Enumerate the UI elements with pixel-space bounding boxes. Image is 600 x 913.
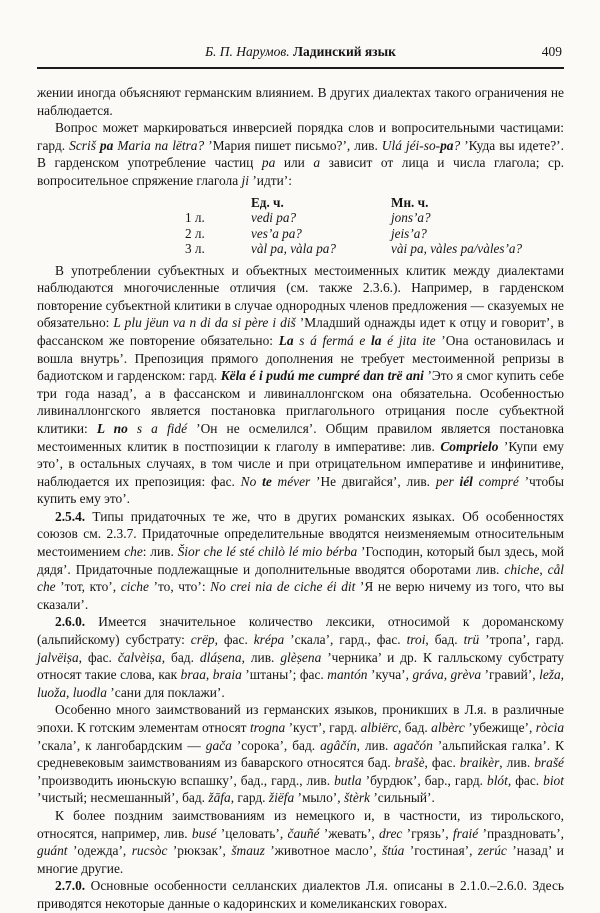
paragraph [37,84,564,119]
text-run: ’сани для поклажи’. [106,684,225,700]
paragraph [37,262,564,508]
text-run: ciche [120,579,149,595]
text-run: crëp [190,632,215,648]
text-run: rucsòc [131,843,168,859]
text-run: ’Она остановилась и вошла внутрь’. Препозиция прямого дополнения не требует местоименной репризы в бадиотском и гарденском: гард. [37,332,564,384]
text-run: ’мыло’, [294,790,344,806]
text-run: ’то, что’: [148,579,211,595]
body-after-table [37,262,564,913]
text-run: per [435,473,460,489]
table-cell-plural: vài pa, vàles pa/vàles’a? [391,241,523,257]
text-run: , бад. [425,632,464,648]
text-run: compré [472,473,519,489]
text-run: ’куча’, [367,667,413,683]
table-row [185,241,564,257]
text-run: ’Я не верю ничему из того, что вы сказали’. [37,579,564,612]
table-cell-person: 2 л. [185,225,205,241]
text-run: ’чистый; несмешанный’, бад. [37,790,209,806]
text-run: , фас. [78,649,118,665]
text-run: Типы придаточных те же, что в других романских языках. Об особенностях союзов см. 2.3.7. Придаточные определительные вводятся неизменяемым относительным местоимением [37,508,564,560]
text-run: leža, luoža, luodla [37,667,565,700]
text-run: , бад. [161,649,200,665]
text-run: trogna [249,720,286,735]
text-run: В употреблении субъектных и объектных местоименных клитик между диалектами наблюдаются многочисленные отличия (см. также 2.3.6.). Например, в гарденском повторение субъектной клитики в случае однородных членов предложения — сказуемых не обязательно: [37,262,564,331]
table-cell-singular: vàl pa, vàla pa? [251,241,336,257]
text-run: trü [463,632,480,648]
text-run: ’альпийская галка’. К средневековым заимствованиям из баварского относятся бад. [37,737,565,771]
text-run: ’Мария пишет письмо?’, лив. [204,137,382,153]
text-run: , фас. [507,772,544,788]
text-run: Особенно много заимствований из германских языков, проникших в Л.я. в различные эпохи. К готским элементам относят [37,702,564,735]
header-title: Ладинский язык [292,44,396,59]
text-run: ’скала’, к лангобардским — [37,737,206,753]
text-run: , лив. [356,737,394,753]
text-run: ’Не двигайся’, лив. [310,473,436,489]
text-run: Имеется значительное количество лексики, относимой к дороманскому (альпийскому) субстрату: [37,614,564,648]
text-run: krépa [253,632,285,648]
text-run: , лив. [241,649,281,665]
table-row [185,226,564,242]
text-run: жении иногда объясняют германским влиянием. В других диалектах такого ограничения не наблюдается. [37,85,564,118]
text-run: Основные особенности селланских диалектов Л.я. описаны в 2.1.0.–2.6.0. Здесь приводятся некоторые данные о кадоринских и комеликанских говорах. [37,878,564,911]
text-run: busé [191,825,217,841]
conjugation-table [185,195,564,257]
text-run: dláṣena [199,649,242,665]
text-run: Šior che lé sté chilò lé mio bérba [177,544,358,560]
text-run: ’идти’: [248,172,292,188]
paragraph [37,877,564,912]
text-run: ’чтобы купить ему это’. [37,473,564,507]
text-run: cål che [37,561,565,595]
text-run: fraié [452,825,479,841]
text-run: 2.6.0. [55,614,86,630]
text-run: s á fermá e [293,332,371,348]
text-run: ’убежище’, [464,720,536,735]
text-run: ’целовать’, [216,825,288,841]
text-run: No [240,473,263,489]
text-run: , лив. [499,755,535,771]
text-run: pa [261,155,276,171]
body-before-table [37,84,564,190]
text-run: ròcia [535,720,565,735]
page-number: 409 [541,44,562,59]
table-cell-plural: jeis’a? [391,225,427,241]
text-run: glèṣena [280,649,322,665]
text-run: ’сорока’, бад. [231,737,321,753]
text-run: ’одежда’, [67,843,132,859]
text-run: Comprielo [440,438,499,454]
text-run: ’Куда вы идете?’. В гарденском употребление частиц [37,137,564,171]
text-run: brašé [534,755,564,771]
text-run: ’гостиная’, [404,843,478,859]
table-header-singular: Ед. ч. [251,194,284,210]
text-run: pa [440,137,454,153]
text-run: braa, braia [180,667,242,683]
text-run: agâčín [320,737,357,753]
table-cell-singular: vedi pa? [251,210,297,226]
text-run: ’рюкзак’, [167,843,232,859]
text-run: ’производить июньскую вспашку’, бад., гард., лив. [37,772,335,788]
text-run: jalvëiṣa [37,649,79,665]
text-run: Ulá jéi-so- [381,137,441,153]
text-run: s a fidé [127,420,188,436]
text-run: ’гравий’, [481,667,540,683]
table-header-row [185,195,564,211]
paragraph [37,508,564,614]
text-run: šmauz [231,843,265,859]
table-row [185,210,564,226]
text-run: te [262,473,272,489]
text-run: žiëfa [268,790,295,806]
table-cell-person: 1 л. [185,210,205,226]
text-run: Këla é i pudú me cumpré dan trë ani [220,368,424,384]
text-run: No crei nia de ciche éi dit [210,579,356,595]
text-run: 2.5.4. [55,508,86,524]
text-run: štèrk [343,790,370,806]
table-cell-person: 3 л. [185,241,205,257]
text-run: ’бурдюк’, бар., гард. [361,772,488,788]
text-run: ? [453,137,461,153]
text-run: или [275,155,314,171]
text-run: čauñé [287,825,320,841]
text-run: , бад. [398,720,432,735]
table-cell-plural: jons’a? [391,210,431,226]
text-run: ’Он не осмелился’. Общим правилом является постановка местоименных клитик в постпозиции к глаголу в императиве: лив. [37,420,564,454]
text-run: Maria na lëtra? [113,137,205,153]
text-run: é jita ite [381,332,436,348]
header-author: Б. П. Нарумов. [205,44,290,59]
text-run: ’грязь’, [402,825,453,841]
text-run: , фас. [424,755,460,771]
text-run: pa [99,137,114,153]
text-run: , [539,561,548,577]
text-run: , фас. [214,632,254,648]
text-run: : лив. [142,544,178,560]
paragraph [37,701,564,807]
text-run: La [278,332,294,348]
text-run: mantón [327,667,368,683]
text-run: čalvèiṣa [117,649,162,665]
paragraph [37,807,564,877]
paragraph [37,613,564,701]
text-run: žāfa [208,790,231,806]
text-run: zerúc [477,843,507,859]
text-run: chiche [504,561,540,577]
text-run: butla [334,772,362,788]
text-run: gača [205,737,232,753]
text-run: ’Это я смог купить себе три года назад’, а в фассанском и ливиналлонгском она обязательна. Особенностью ливиналлонгского является постановка приглагольного отрицания после субъектной клитики: [37,368,564,436]
body-text [37,84,564,913]
paragraph [37,119,564,189]
text-run: brašè [394,755,425,771]
table-header-person [185,195,251,211]
text-run: agačón [393,737,433,753]
running-head [37,44,564,67]
text-run: la [371,332,382,348]
text-run: blót [487,772,508,788]
text-run: ’животное масло’, [264,843,382,859]
table-header-plural: Мн. ч. [391,194,429,210]
text-run: drec [379,825,403,841]
text-run: ’тот, кто’, [55,579,121,595]
text-run: troi [406,632,426,648]
text-run: Вопрос может маркироваться инверсией порядка слов и вопросительными частицами: гард. [37,120,564,153]
text-run: ’скала’, гард., фас. [284,632,407,648]
text-run: albèrc [431,720,465,735]
text-run: ’назад’ и многие другие. [37,843,564,876]
text-run: che [124,544,143,560]
text-run: ’тропа’, гард. [479,632,564,648]
text-run: ’сильный’. [370,790,435,806]
text-run: L no [96,420,128,436]
text-run: biot [543,772,564,788]
text-run: Scriš [69,137,100,153]
text-run: L plu jëun va n di da si père i diš [113,315,296,331]
text-run: guánt [37,843,68,859]
text-run: зависит от лица и числа глагола; ср. вопросительное спряжение глагола [37,155,564,188]
text-run: ’черника’ и др. К галльскому субстрату относят такие слова, как [37,649,564,683]
text-run: ’штаны’; фас. [241,667,328,683]
text-run: albiërc [360,720,399,735]
text-run: ’Господин, который был здесь, мой дядя’. Придаточные подлежащные и дополнительные вводятся оборотами лив. [37,544,564,577]
text-run: ’Купи ему это’, в остальных случаях, в том числе и при отрицательном императиве и инфинитиве, наблюдается их препозиция: фас. [37,438,564,489]
text-run: ’Младший однажды идет к отцу и говорит’, в фассанском же повторение обязательно: [37,315,565,348]
text-run: štúa [381,843,405,859]
table-cell-singular: ves’a pa? [251,225,302,241]
text-run: ’жевать’, [319,825,380,841]
text-run: a [313,155,321,171]
text-run: 2.7.0. [55,878,86,894]
text-run: iél [459,473,473,489]
header-rule [37,67,564,69]
text-run: gráva, grèva [412,667,482,683]
text-run: méver [271,473,311,489]
text-run: ’куст’, гард. [285,720,361,735]
text-run: ’праздновать’, [478,825,564,841]
text-run: К более поздним заимствованиям из немецкого и, в частности, из тирольского, относятся, например, лив. [37,807,564,841]
text-run: ji [241,172,249,188]
text-run: , гард. [230,790,269,806]
text-run: braikèr [459,755,500,771]
